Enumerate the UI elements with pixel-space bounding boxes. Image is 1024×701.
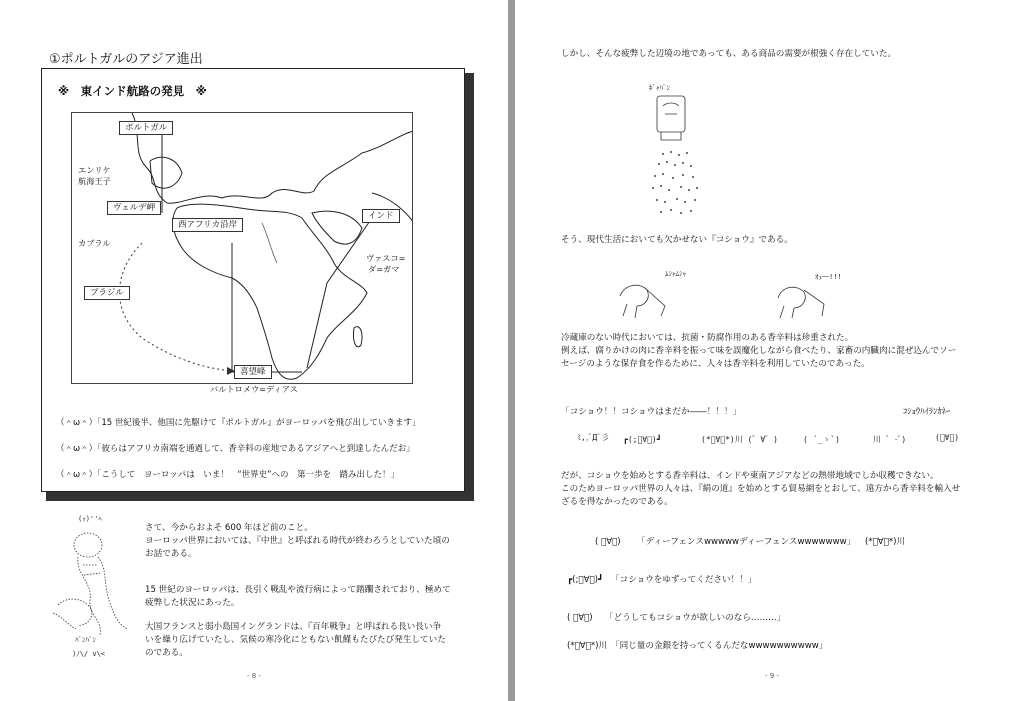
- figure-quote-2: （＾ω＾）「彼らはアフリカ南端を通過して、香辛料の産地であるアジアへと到達したんだお」: [56, 444, 415, 454]
- page-number-left: - 8 -: [247, 672, 261, 680]
- label-vasco-2: ダ=ガマ: [368, 264, 400, 274]
- dialog-4-speaker: (*ﾟ∀ﾟ*)川: [567, 641, 608, 651]
- dialog-1-speaker: ( ﾟ∀ﾟ): [595, 537, 621, 547]
- label-bartolomeu: バルトロメウ=ディアス: [210, 384, 298, 394]
- body-line-3: お話である。: [145, 549, 197, 559]
- face-2: ┏(;ﾟ∀ﾟ)┛: [623, 435, 662, 444]
- ascii-art-figure: [48, 525, 140, 650]
- dialog-1-text: 「ディーフェンスwwwwwディーフェンスwwwwwww」: [637, 537, 856, 547]
- dialog-2-text: 「コショウをゆずってください！！」: [611, 575, 757, 585]
- label-cape-verde: ヴェルデ岬: [107, 201, 161, 215]
- label-west-africa: 西アフリカ沿岸: [172, 218, 243, 232]
- route-figure: [41, 68, 465, 492]
- trade-2: このためヨーロッパ世界の人々は、『絹の道』を始めとする貿易網をとおして、遠方から香辛料を輸入せ: [561, 484, 961, 494]
- label-good-hope: 喜望峰: [234, 365, 272, 379]
- left-page: [0, 0, 508, 701]
- figure-quote-3: （＾ω＾）「こうして ヨーロッパは いま！ “世界史”への 第一歩を 踏み出した！」: [56, 470, 400, 480]
- face-1: ﾐ,,ﾟДﾟ彡: [577, 433, 610, 442]
- dialog-3-text: 「どうしてもコショウが欲しいのなら………」: [605, 613, 786, 623]
- label-india: インド: [362, 209, 400, 223]
- body-line-1: さて、今からおよそ 600 年ほど前のこと。: [145, 523, 313, 533]
- page-number-right: - 9 -: [765, 672, 779, 680]
- route-vasco: [307, 218, 372, 368]
- shout-right: ｺｼｮｳﾊｲﾗﾝｶﾈｰ: [903, 407, 951, 417]
- preservation-1: 冷蔵庫のない時代においては、抗菌・防腐作用のある香辛料は珍重された。: [561, 333, 854, 343]
- right-page: [515, 0, 1024, 701]
- label-henry-1: エンリケ: [78, 165, 111, 175]
- europe-outline: [132, 113, 413, 203]
- shout-line: 「コショウ！！コショウはまだか――！！！」: [561, 407, 742, 417]
- aa-bottom: )ﾉ\/ v\<: [72, 650, 106, 658]
- label-vasco-1: ヴァスコ=: [366, 253, 406, 263]
- label-cabral: カブラル: [78, 238, 111, 248]
- preservation-2: 例えば、腐りかけの肉に香辛料を振って味を誤魔化しながら食べたり、家畜の内臓肉に混ぜ込んでソー: [561, 346, 957, 356]
- body-line-8: のである。: [145, 648, 188, 658]
- eating-art-2: [770, 276, 830, 320]
- dialog-3-speaker: ( ﾟ∀ﾟ): [567, 613, 593, 623]
- body-line-4: 15 世紀のヨーロッパは、長引く戦乱や流行病によって踏躙されており、極めて: [145, 585, 451, 595]
- dialog-2-speaker: ┏(;ﾟ∀ﾟ)┛: [567, 575, 604, 585]
- section-title: ①ポルトガルのアジア進出: [49, 52, 203, 67]
- eating-art-1: [615, 276, 675, 320]
- aa-oee: ｵｪｰｰ!!!: [815, 273, 842, 281]
- river-line: [262, 223, 277, 263]
- face-4: ( ´_ゝ`): [803, 435, 840, 444]
- route-bartolomeu: [232, 243, 302, 372]
- label-henry-2: 航海王子: [78, 176, 111, 186]
- figure-title: ※ 東インド航路の発見 ※: [58, 84, 207, 98]
- pepper-grinder-art: [643, 92, 713, 222]
- label-portugal: ポルトガル: [119, 121, 173, 135]
- map: [71, 112, 413, 384]
- face-3: (*ﾟ∀ﾟ*)川 (゜∀゜): [701, 435, 778, 444]
- trade-3: ざるを得なかったのである。: [561, 497, 673, 507]
- aa-top: (ｯ)''ﾍ: [78, 515, 102, 523]
- arabia-outline: [312, 211, 362, 244]
- pepper-line: そう、現代生活においても欠かせない『コショウ』である。: [561, 235, 793, 245]
- route-cabral: [120, 243, 233, 371]
- body-line-6: 大国フランスと弱小島国イングランドは、『百年戦争』と呼ばれる長い長い争: [145, 622, 442, 632]
- map-drawing: [72, 113, 413, 384]
- dialog-4-text: 「同じ量の金銀を持ってくるんだなwwwwwwwwww」: [611, 641, 828, 651]
- trade-1: だが、コショウを始めとする香辛料は、インドや東南アジアなどの熱帯地域でしか収穫できない。: [561, 471, 939, 481]
- preservation-3: セージのような保存食を作るために、人々は香辛料を利用していたのであった。: [561, 359, 870, 369]
- figure-quote-1: （＾ω＾）「15 世紀後半、他国に先駆けて『ポルトガル』がヨーロッパを飛び出していきます」: [56, 418, 421, 428]
- body-line-5: 疲弊した状況にあった。: [145, 598, 240, 608]
- body-line-2: ヨーロッパ世界においては、『中世』と呼ばれる時代が終わろうとしていた頃の: [145, 536, 450, 546]
- aa-musha: ﾑｼｬﾑｼｬ: [665, 270, 686, 278]
- face-5: 川 ﾟ -ﾟ): [873, 435, 907, 444]
- label-brazil: ブラジル: [84, 286, 130, 300]
- aa-gyapan: ｷﾞｬﾊﾟﾝ: [649, 84, 670, 92]
- aa-sfx: ﾊﾟﾝﾊﾟﾝ: [75, 636, 96, 644]
- face-6: (ﾟ∀ﾟ): [935, 433, 960, 442]
- madagascar-outline: [353, 327, 362, 347]
- body-line-7: いを繰り広げていたし、気候の寒冷化にともない飢饉もたびたび発生していた: [145, 635, 446, 645]
- dialog-1-extra: (*ﾟ∀ﾟ*)川: [865, 537, 906, 547]
- intro-text: しかし、そんな疲弊した辺境の地であっても、ある商品の需要が根強く存在していた。: [561, 49, 897, 59]
